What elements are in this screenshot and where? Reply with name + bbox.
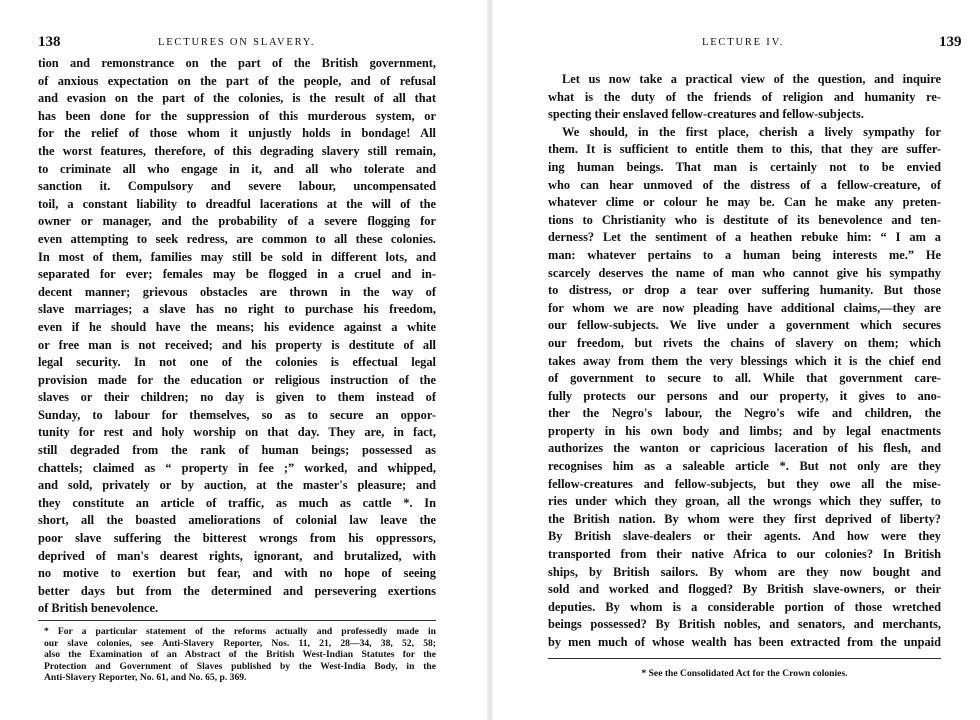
text-line: toil, a constant liability to dreadful lacerations at the will of the (38, 196, 436, 211)
text-line: to distress, or drop a tear over suffering humanity. But those (548, 283, 941, 298)
text-line: Let us now take a practical view of the question, and inquire (562, 72, 941, 86)
text-line: * For a particular statement of the reforms actually and professedly made in (44, 626, 436, 637)
text-line: separated for ever; females may be flogged in a cruel and in- (38, 267, 436, 282)
text-line: the worst features, therefore, of this degrading slavery still remain, (38, 143, 436, 158)
text-line: what is the duty of the friends of religion and humanity re- (548, 89, 941, 104)
body-text (38, 55, 436, 618)
text-line: recognises him as a saleable article *. But not only are they (548, 459, 941, 474)
text-line: tunity for rest and holy worship on that day. They are, in fact, (38, 425, 436, 440)
text-line: takes away from them the very blessings which it is the chief end (548, 353, 941, 368)
text-line: chattels; claimed as “ property in fee ;” worked, and whipped, (38, 460, 436, 475)
text-line: better days but from the determined and persevering exertions (38, 583, 436, 598)
text-line: our freedom, but rivets the chains of slavery on them; which (548, 335, 941, 350)
text-line: Sunday, to labour for themselves, so as to secure an oppor- (38, 407, 436, 422)
text-line: transported from their native Africa to our colonies? In British (548, 547, 941, 562)
text-line: derness? Let the sentiment of a heathen rebuke him: “ I am a (548, 230, 941, 245)
text-line: property in his own body and limbs; and by legal enactments (548, 423, 941, 438)
text-line: even if he should have the means; his evidence against a white (38, 319, 436, 334)
text-line: We should, in the first place, cherish a lively sympathy for (562, 124, 941, 139)
text-line: ries under which they groan, all the wrongs which they suffer, to (548, 494, 941, 509)
text-line: fellow-creatures and fellow-subjects, but they owe all the mise- (548, 476, 941, 491)
text-line: ships, by British sailors. By whom are they now bought and (548, 564, 941, 579)
text-line: for whom we are now pleading have additional claims,—they are (548, 300, 941, 315)
text-line: man: whatever pertains to a human being interests me.” He (548, 247, 941, 262)
text-line: Protection and Government of Slaves published by the West-India Body, in the (44, 660, 436, 672)
text-line: slave marriages; a slave has no right to purchase his freedom, (38, 302, 436, 317)
text-line: the British nation. By whom were they first deprived of liberty? (548, 511, 941, 526)
text-line: By British slave-dealers or their agents. And how were they (548, 529, 941, 544)
text-line: and evasion on the part of the colonies, is the result of all that (38, 91, 436, 106)
text-line: to criminate all who engage in it, and all who tolerate and (38, 161, 436, 176)
text-line: for the relief of those whom it unjustly holds in bondage! All (38, 126, 436, 141)
text-line: owner or manager, and the probability of a severe flogging for (38, 214, 436, 229)
text-line: ing human beings. That man is certainly not to be envied (548, 159, 941, 174)
text-line: decent manner; grievous obstacles are thrown in the way of (38, 284, 436, 299)
text-line: them. It is sufficient to entitle them to this, that they are suffer- (548, 142, 941, 157)
text-line: has been done for the suppression of this murderous system, or (38, 108, 436, 123)
text-line: they constitute an article of traffic, as much as cattle *. In (38, 495, 436, 510)
text-line: In most of them, families may still be sold in different lots, and (38, 249, 436, 264)
running-head: LECTURES ON SLAVERY. (158, 37, 316, 48)
text-line: sold and worked and flogged? By British slave-owners, or their (548, 582, 941, 597)
text-line: short, all the boasted ameliorations of colonial law leave the (38, 513, 436, 528)
text-line: sanction it. Compulsory and severe labour, uncompensated (38, 179, 436, 194)
text-line: specting their enslaved fellow-creatures and fellow-subjects. (548, 107, 864, 122)
text-line: or free man is not received; and his property is destitute of all (38, 337, 436, 352)
text-line: deprived of man's dearest rights, ignorant, and brutalized, with (38, 548, 436, 563)
text-line: provision made for the education or religious instruction of the (38, 372, 436, 387)
text-line: Anti-Slavery Reporter, No. 61, and No. 65, p. 369. (44, 672, 247, 684)
footnote (548, 668, 941, 680)
text-line: tion and remonstrance on the part of the British government, (38, 56, 436, 70)
text-line: of government to secure to all. While that government care- (548, 371, 941, 386)
text-line: by men much of whose wealth has been extracted from the unpaid (548, 635, 941, 649)
running-head: LECTURE IV. (702, 37, 785, 48)
text-line: who can hear unmoved of the distress of a fellow-creature, of (548, 177, 941, 192)
footnote (44, 626, 436, 684)
text-line: authorizes the wanton or capricious laceration of his flesh, and (548, 441, 941, 456)
body-text (548, 71, 941, 652)
text-line: even attempting to seek redress, are common to all these colonies. (38, 231, 436, 246)
text-line: whatever clime or colour he may be. Can he make any preten- (548, 195, 941, 210)
text-line: also the Examination of an Abstract of the British West-Indian Statutes for the (44, 649, 436, 661)
text-line: no motive to exertion but fear, and with no hope of seeing (38, 566, 436, 581)
right-page (490, 0, 980, 720)
text-line: of British benevolence. (38, 601, 159, 616)
footnote-rule (38, 620, 436, 621)
text-line: and sold, privately or by auction, at the master's pleasure; and (38, 478, 436, 493)
page-number: 138 (38, 34, 61, 50)
text-line: still degraded from the rank of human beings; possessed as (38, 443, 436, 458)
text-line: slaves or their children; no day is given to them instead of (38, 390, 436, 405)
text-line: fully protects our persons and our property, it gives to ano- (548, 388, 941, 403)
footnote-rule (548, 658, 941, 659)
text-line: scarcely deserves the name of man who cannot give his sympathy (548, 265, 941, 280)
text-line: our fellow-subjects. We live under a government which secures (548, 318, 941, 333)
text-line: poor slave suffering the bitterest wrongs from his oppressors, (38, 531, 436, 546)
text-line: our slave colonies, see Anti-Slavery Reporter, Nos. 11, 21, 28—34, 38, 52, 58; (44, 637, 436, 649)
text-line: beings possessed? By British nobles, and senators, and merchants, (548, 617, 941, 632)
text-line: * See the Consolidated Act for the Crown colonies. (641, 668, 848, 679)
text-line: tions to Christianity who is destitute of its benevolence and ten- (548, 212, 941, 227)
text-line: legal security. In not one of the colonies is effectual legal (38, 355, 436, 370)
text-line: ther the Negro's labour, the Negro's wife and children, the (548, 406, 941, 421)
text-line: of anxious expectation on the part of the people, and of refusal (38, 73, 436, 88)
page-number: 139 (939, 34, 962, 50)
text-line: deputies. By whom is a considerable portion of those wretched (548, 599, 941, 614)
